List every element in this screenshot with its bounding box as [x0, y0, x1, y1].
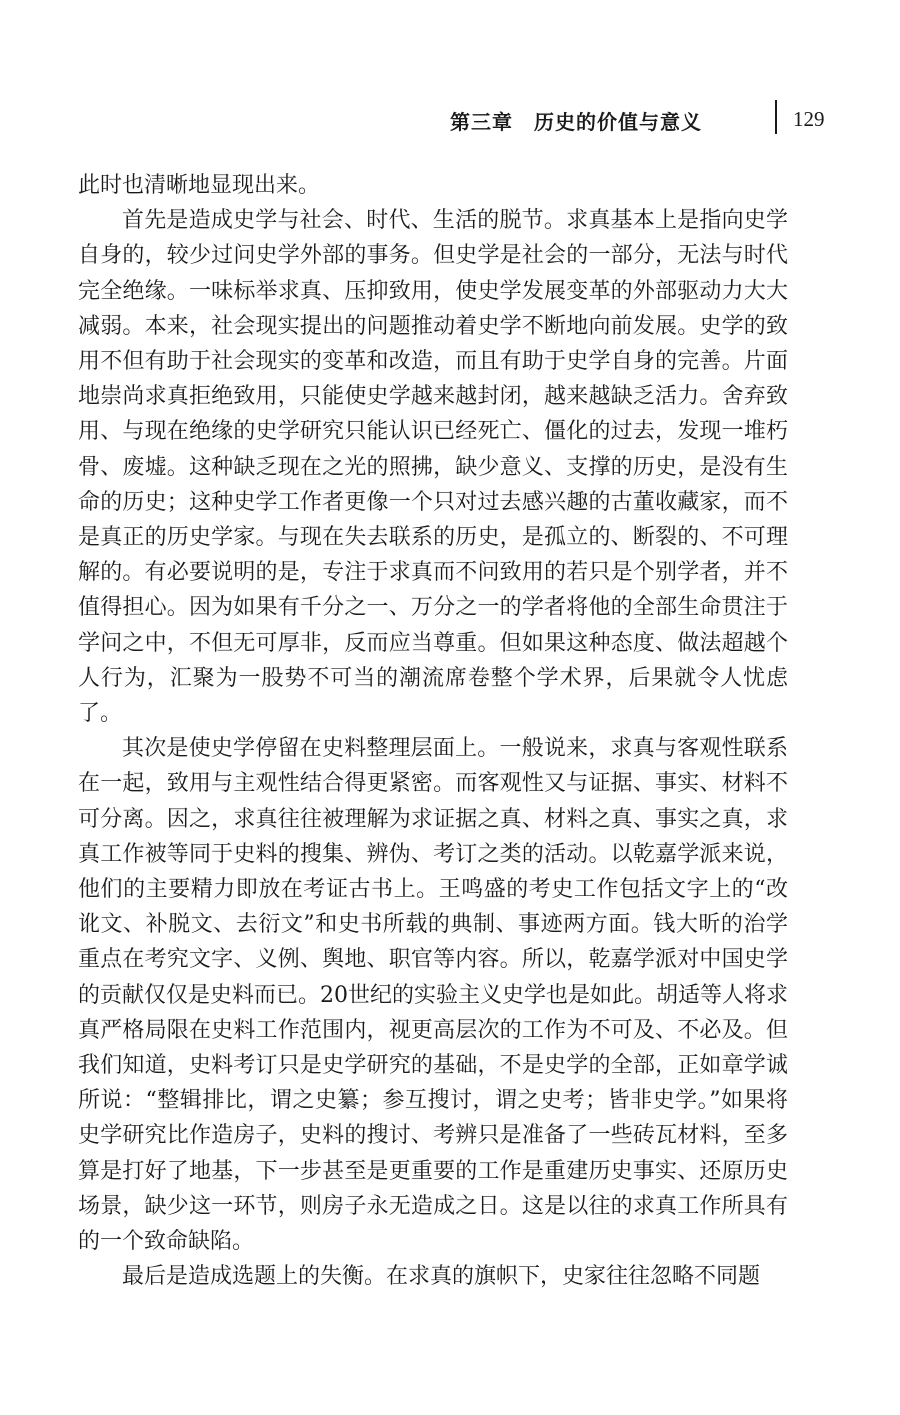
chapter-title: 第三章 历史的价值与意义	[450, 110, 702, 134]
body-text	[78, 168, 788, 1295]
running-header	[450, 100, 840, 140]
paragraph-first-point: 首先是造成史学与社会、时代、生活的脱节。求真基本上是指向史学自身的，较少过问史学外部的事务。但史学是社会的一部分，无法与时代完全绝缘。一味标举求真、压抑致用，使史学发展变革的外部驱动力大大减弱。本来，社会现实提出的问题推动着史学不断地向前发展。史学的致用不但有助于社会现实的变革和改造，而且有助于史学自身的完善。片面地崇尚求真拒绝致用，只能使史学越来越封闭，越来越缺乏活力。舍弃致用、与现在绝缘的史学研究只能认识已经死亡、僵化的过去，发现一堆朽骨、废墟。这种缺乏现在之光的照拂，缺少意义、支撑的历史，是没有生命的历史；这种史学工作者更像一个只对过去感兴趣的古董收藏家，而不是真正的历史学家。与现在失去联系的历史，是孤立的、断裂的、不可理解的。有必要说明的是，专注于求真而不问致用的若只是个别学者，并不值得担心。因为如果有千分之一、万分之一的学者将他的全部生命贯注于学问之中，不但无可厚非，反而应当尊重。但如果这种态度、做法超越个人行为，汇聚为一股势不可当的潮流席卷整个学术界，后果就令人忧虑了。	[78, 208, 788, 727]
header-divider	[775, 100, 777, 134]
paragraph-last-point: 最后是造成选题上的失衡。在求真的旗帜下，史家往往忽略不同题	[122, 1264, 761, 1290]
paragraph-second-point: 其次是使史学停留在史料整理层面上。一般说来，求真与客观性联系在一起，致用与主观性结合得更紧密。而客观性又与证据、事实、材料不可分离。因之，求真往往被理解为求证据之真、材料之真、事实之真，求真工作被等同于史料的搜集、辨伪、考订之类的活动。以乾嘉学派来说，他们的主要精力即放在考证古书上。王鸣盛的考史工作包括文字上的“改讹文、补脱文、去衍文”和史书所载的典制、事迹两方面。钱大昕的治学重点在考究文字、义例、舆地、职官等内容。所以，乾嘉学派对中国史学的贡献仅仅是史料而已。20世纪的实验主义史学也是如此。胡适等人将求真严格局限在史料工作范围内，视更高层次的工作为不可及、不必及。但我们知道，史料考订只是史学研究的基础，不是史学的全部，正如章学诚所说：“整辑排比，谓之史纂；参互搜讨，谓之史考；皆非史学。”如果将史学研究比作造房子，史料的搜讨、考辨只是准备了一些砖瓦材料，至多算是打好了地基，下一步甚至是更重要的工作是重建历史事实、还原历史场景，缺少这一环节，则房子永无造成之日。这是以往的求真工作所具有的一个致命缺陷。	[78, 736, 788, 1255]
page-number: 129	[793, 107, 825, 131]
paragraph-continuation: 此时也清晰地显现出来。	[78, 173, 321, 198]
